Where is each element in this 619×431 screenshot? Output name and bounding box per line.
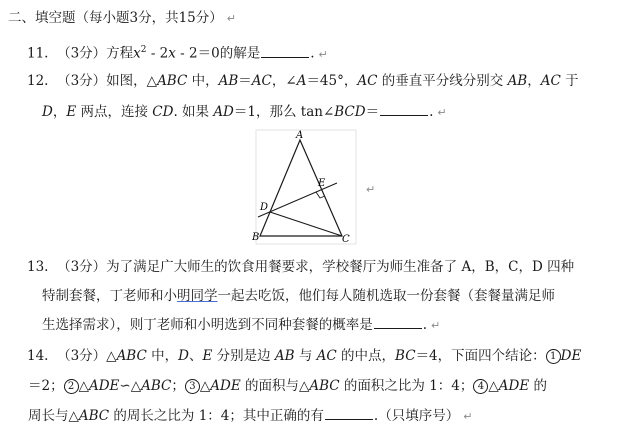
return-mark-icon: ↵ <box>437 106 447 119</box>
return-mark-icon: ↵ <box>226 12 236 25</box>
label-b: B <box>252 232 260 243</box>
question-13-line-3: 生选择需求），则丁老师和小明选到不同种套餐的概率是 . ↵ <box>42 317 441 333</box>
return-mark-icon: ↵ <box>366 183 376 196</box>
segment-cd <box>270 212 342 236</box>
label-d: D <box>260 202 269 213</box>
question-13-line-1: 13. （3分）为了满足广大师生的饮食用餐要求，学校餐厅为师生准备了 A，B，C，D 四种 <box>27 259 575 275</box>
question-12-line-2: D，E 两点，连接 CD. 如果 AD＝1，那么 tan∠BCD＝ . ↵ <box>42 104 447 120</box>
question-14-line-3: 周长与△ABC 的周长之比为 1：4；其中正确的有 .（只填序号） ↵ <box>28 408 473 424</box>
answer-blank-14[interactable] <box>325 407 373 420</box>
triangle-abc <box>260 140 342 236</box>
question-13-line-2: 特制套餐，丁老师和小明同学一起去吃饭，他们每人随机选取一份套餐（套餐量满足师 <box>42 288 555 304</box>
section-title: 二、填空题（每小题3分，共15分） ↵ <box>8 10 236 26</box>
label-e: E <box>318 178 326 189</box>
circled-number-4: 4 <box>473 379 488 394</box>
answer-blank-11[interactable] <box>261 45 309 58</box>
question-14-line-1: 14. （3分）△ABC 中，D、E 分别是边 AB 与 AC 的中点，BC＝4，下面四个结论： 1 DE <box>27 348 582 364</box>
answer-blank-13[interactable] <box>374 316 422 329</box>
circled-number-3: 3 <box>185 379 200 394</box>
label-c: C <box>342 234 350 245</box>
circled-number-2: 2 <box>64 379 79 394</box>
triangle-figure <box>250 128 360 246</box>
return-mark-icon: ↵ <box>318 47 328 61</box>
figure-frame <box>256 130 356 244</box>
question-11: 11. （3分）方程$x^2 - 2x - 2=0$的解是 . ↵ <box>27 45 328 62</box>
question-14-line-2: ＝2； 2 △ADE∽△ABC； 3 △ADE 的面积与△ABC 的面积之比为 1：4； 4 △ADE 的 <box>28 378 548 394</box>
label-a: A <box>296 130 304 141</box>
question-12-line-1: 12. （3分）如图，△ABC 中，AB＝AC，∠A＝45°，AC 的垂直平分线分别交 AB，AC 于 <box>27 73 579 89</box>
return-mark-icon: ↵ <box>463 410 473 423</box>
return-mark-icon: ↵ <box>431 319 441 332</box>
circled-number-1: 1 <box>546 349 561 364</box>
answer-blank-12[interactable] <box>380 103 428 116</box>
